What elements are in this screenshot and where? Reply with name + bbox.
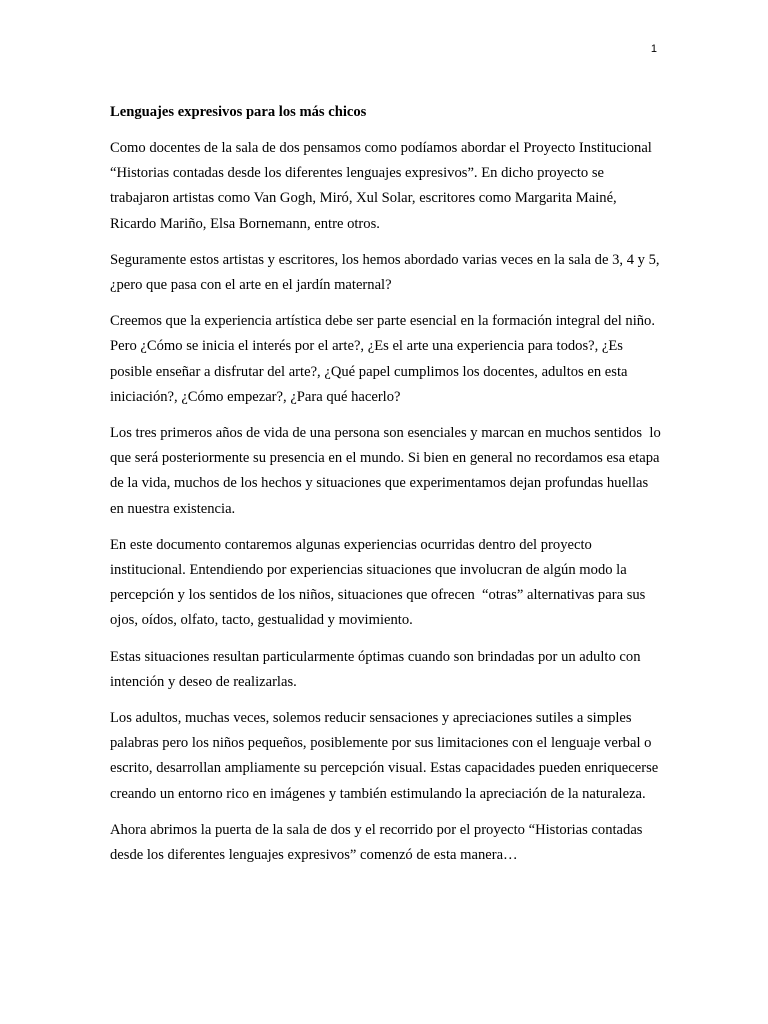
paragraph: Estas situaciones resultan particularmente óptimas cuando son brindadas por un adulto con intención y deseo de realizarlas. xyxy=(110,648,645,690)
paragraph: Seguramente estos artistas y escritores, los hemos abordado varias veces en la sala de 3, 4 y 5, ¿pero que pasa con el arte en el jardín maternal? xyxy=(110,251,664,294)
document-title: Lenguajes expresivos para los más chicos xyxy=(110,104,367,120)
paragraph: Como docentes de la sala de dos pensamos como podíamos abordar el Proyecto Institucional “Historias contadas desde los diferentes lenguajes expresivos”. En dicho proyecto se trabajaron artistas como Van Gogh, Miró, Xul Solar, escritores como Margarita Mainé, Ricardo Mariño, Elsa Bornemann, entre otros. xyxy=(110,140,656,232)
paragraph: Creemos que la experiencia artística debe ser parte esencial en la formación integral del niño. Pero ¿Cómo se inicia el interés por el arte?, ¿Es el arte una experiencia para todos?, ¿Es posible enseñar a disfrutar del arte?, ¿Qué papel cumplimos los docentes, adultos en esta iniciación?, ¿Cómo empezar?, ¿Para qué hacerlo? xyxy=(110,313,659,405)
paragraph: Los adultos, muchas veces, solemos reducir sensaciones y apreciaciones sutiles a simples palabras pero los niños pequeños, posiblemente por sus limitaciones con el lenguaje verbal o escrito, desarrollan ampliamente su percepción visual. Estas capacidades pueden enriquecerse creando un entorno rico en imágenes y también estimulando la apreciación de la naturaleza. xyxy=(110,710,662,802)
paragraph: En este documento contaremos algunas experiencias ocurridas dentro del proyecto institucional. Entendiendo por experiencias situaciones que involucran de algún modo la percepción y los sentidos de los niños, situaciones que ofrecen “otras” alternativas para sus ojos, oídos, olfato, tacto, gestualidad y movimiento. xyxy=(110,536,650,629)
document-body xyxy=(110,101,665,879)
paragraph: Ahora abrimos la puerta de la sala de dos y el recorrido por el proyecto “Historias contadas desde los diferentes lenguajes expresivos” comenzó de esta manera… xyxy=(110,821,647,864)
page-number: 1 xyxy=(650,43,657,55)
paragraph: Los tres primeros años de vida de una persona son esenciales y marcan en muchos sentidos lo que será posteriormente su presencia en el mundo. Si bien en general no recordamos esa etapa de la vida, muchos de los hechos y situaciones que experimentamos dejan profundas huellas en nuestra existencia. xyxy=(110,425,665,517)
